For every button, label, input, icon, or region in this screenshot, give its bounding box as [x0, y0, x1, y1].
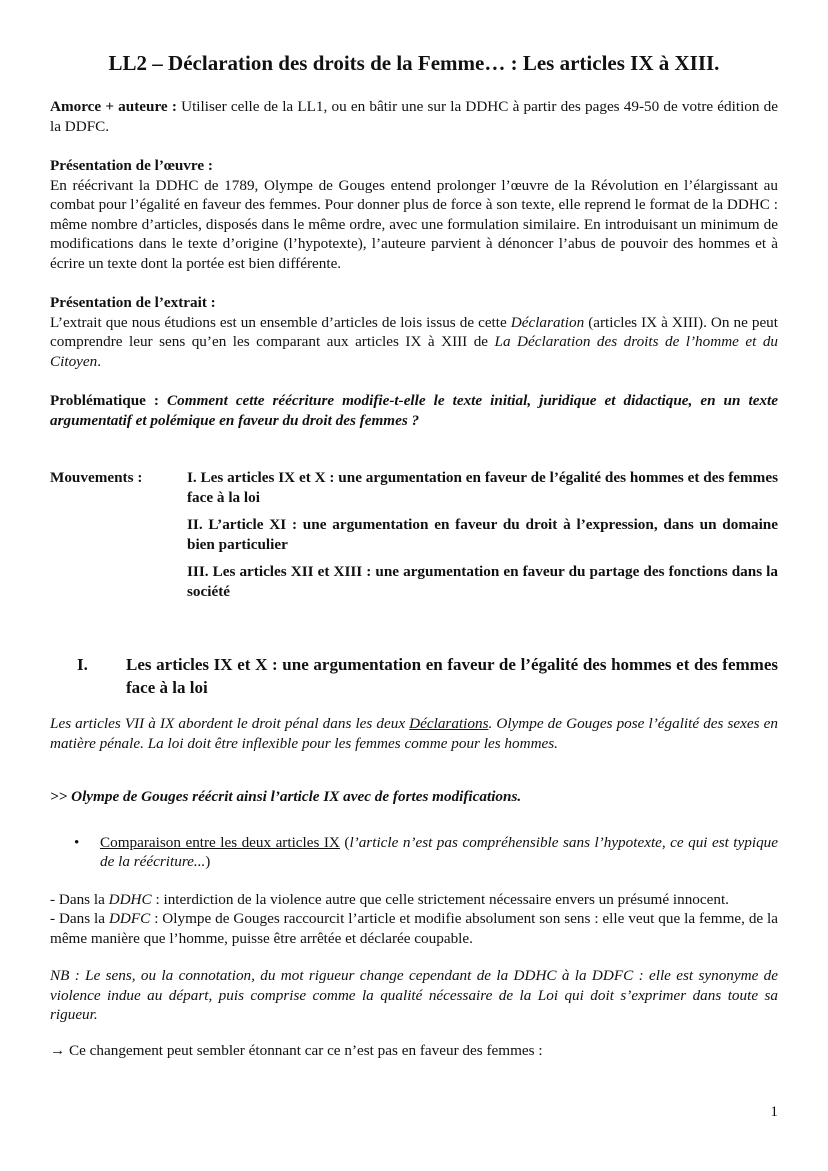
mouvements-label: Mouvements : — [50, 469, 143, 486]
ddfc-text: : Olympe de Gouges raccourcit l’article et modifie absolument son sens : elle veut que la femme, de la même manière que l’homme, puisse être arrêtée et déclarée coupable. — [50, 910, 779, 947]
ddhc-prefix: - Dans la — [50, 890, 105, 908]
section-intro-part-2: . Olympe de Gouges pose l’égalité des sexes en matière pénale. La loi doit être inflexible pour les femmes comme pour les hommes. — [50, 715, 778, 752]
amorce-text: Utiliser celle de la LL1, ou en bâtir une sur la DDHC à partir des pages 49-50 de votre édition de la DDFC. — [50, 98, 778, 135]
section-statement: >> Olympe de Gouges réécrit ainsi l’article IX avec de fortes modifications. — [50, 788, 522, 805]
presentation-extrait-text — [50, 313, 778, 372]
nb-note: NB : Le sens, ou la connotation, du mot rigueur change cependant de la DDHC à la DDFC : elle est synonyme de violence indue au départ, puis comprise comme la qualité nécessaire de la Loi qui doit s’exprimer dans toute sa rigueur. — [50, 967, 778, 1023]
conclusion-line — [50, 1041, 778, 1061]
problematique-paragraph — [50, 391, 778, 430]
mouvement-item: II. L’article XI : une argumentation en faveur du droit à l’expression, dans un domaine bien particulier — [187, 516, 778, 553]
section-title: Les articles IX et X : une argumentation en faveur de l’égalité des hommes et des femmes face à la loi — [126, 655, 778, 697]
ddfc-prefix: - Dans la — [50, 910, 106, 927]
presentation-oeuvre-text: En réécrivant la DDHC de 1789, Olympe de Gouges entend prolonger l’œuvre de la Révolution en l’élargissant au combat pour l’égalité en faveur des femmes. Pour donner plus de force à son texte, elle reprend le format de la DDHC : même nombre d’articles, disposés dans le même ordre, avec une formulation similaire. En introduisant un minimum de modifications dans le texte d’origine (l’hypotexte), l’auteure parvient à dénoncer l’abus de pouvoir des hommes et à écrire un texte dont la portée est bien différente. — [50, 176, 778, 272]
arrow-right-icon: → — [50, 1041, 66, 1059]
comparison-heading: Comparaison entre les deux articles IX — [100, 833, 340, 851]
ddfc-point — [50, 909, 778, 948]
mouvement-item: III. Les articles XII et XIII : une argumentation en faveur du partage des fonctions dans la société — [187, 563, 778, 600]
ddhc-point — [50, 890, 778, 910]
page-number: 1 — [770, 1103, 778, 1120]
presentation-extrait-section — [50, 293, 778, 371]
section-intro — [50, 714, 778, 753]
section-heading — [77, 653, 778, 699]
comparison-close-paren: ) — [205, 853, 211, 870]
ddhc-label: DDHC — [108, 890, 152, 908]
presentation-extrait-label: Présentation de l’extrait : — [50, 294, 216, 311]
section-intro-part-1: Les articles VII à IX abordent le droit pénal dans les deux — [50, 715, 406, 732]
extrait-text-part-3: . — [97, 352, 102, 370]
comparison-bullet-text — [100, 833, 778, 872]
ddfc-label: DDFC — [108, 910, 151, 927]
ddhc-text: : interdiction de la violence autre que celle strictement nécessaire envers un présumé innocent. — [155, 890, 729, 908]
extrait-text-part-1: L’extrait que nous étudions est un ensemble d’articles de lois issus de cette — [50, 313, 507, 331]
document-title: LL2 – Déclaration des droits de la Femme… : Les articles IX à XIII. — [108, 51, 720, 75]
amorce-label: Amorce + auteure : — [50, 98, 177, 115]
comparison-note: l’article n’est pas compréhensible sans l’hypotexte, ce qui est typique de la réécriture... — [100, 833, 779, 870]
mouvements-section — [50, 468, 778, 609]
extrait-declaration: Déclaration — [510, 313, 585, 331]
extrait-text-part-2: (articles IX à XIII). On ne peut comprendre leur sens qu’en les comparant aux articles IX à XIII de — [50, 313, 778, 350]
conclusion-text: Ce changement peut sembler étonnant car ce n’est pas en faveur des femmes : — [68, 1041, 543, 1059]
declarations-underlined: Déclarations — [409, 715, 489, 732]
section-number: I. — [77, 655, 88, 674]
comparison-open-paren: ( — [344, 833, 350, 851]
presentation-oeuvre-label: Présentation de l’œuvre : — [50, 157, 213, 174]
mouvement-item: I. Les articles IX et X : une argumentation en faveur de l’égalité des hommes et des femmes face à la loi — [187, 469, 778, 506]
presentation-oeuvre-section — [50, 156, 778, 273]
bullet-icon: • — [74, 833, 80, 851]
amorce-paragraph — [50, 97, 778, 136]
extrait-title-reference: La Déclaration des droits de l’homme et du Citoyen — [50, 333, 779, 370]
comparison-bullet — [74, 833, 778, 872]
mouvements-list — [187, 468, 778, 609]
problematique-question: Comment cette réécriture modifie-t-elle le texte initial, juridique et didactique, en un texte argumentatif et polémique en faveur du droit des femmes ? — [50, 392, 778, 429]
problematique-label: Problématique : — [50, 392, 159, 409]
